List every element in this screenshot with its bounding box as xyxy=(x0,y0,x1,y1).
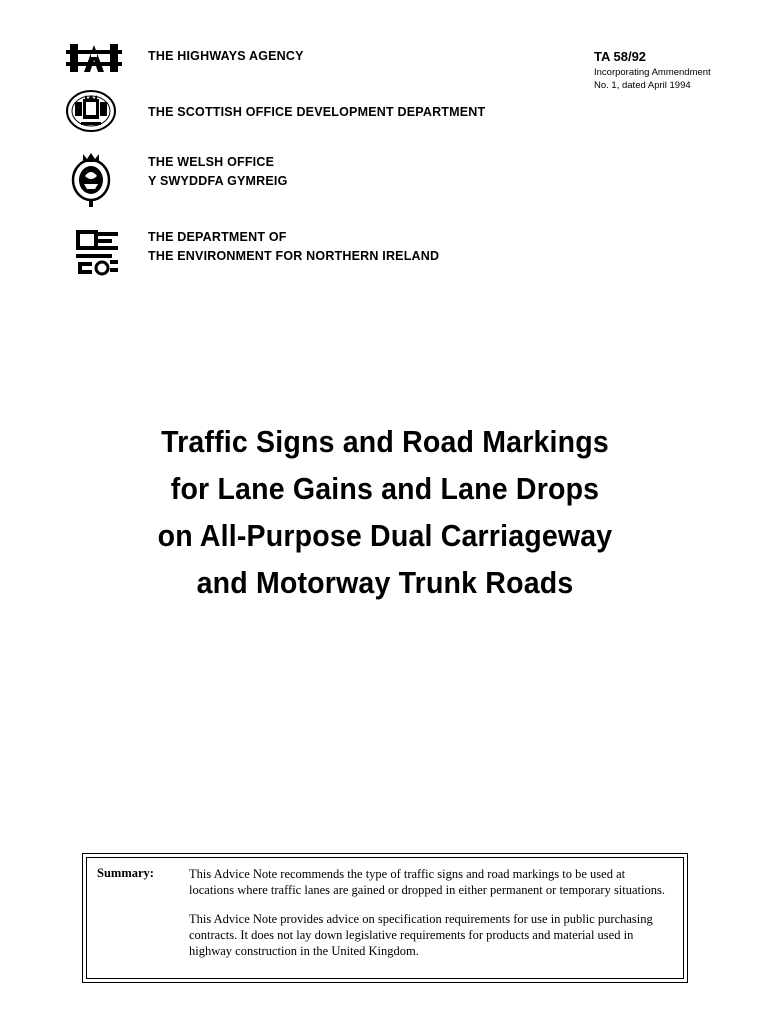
title-line: for Lane Gains and Lane Drops xyxy=(170,471,600,506)
document-title xyxy=(86,418,684,606)
agency-name-line: THE HIGHWAYS AGENCY xyxy=(148,49,304,63)
agency-doe-ni xyxy=(148,228,439,266)
agency-name-line: THE ENVIRONMENT FOR NORTHERN IRELAND xyxy=(148,249,440,263)
agency-scottish-office xyxy=(148,103,485,122)
title-line: on All-Purpose Dual Carriageway xyxy=(157,518,613,553)
summary-inner-border xyxy=(86,857,684,979)
amendment-note-line: No. 1, dated April 1994 xyxy=(594,80,691,91)
summary-paragraph: This Advice Note provides advice on specification requirements for use in public purchasing contracts. It does not lay down legislative requirements for products and material used in highway construction in the United Kingdom. xyxy=(189,912,653,958)
title-line: and Motorway Trunk Roads xyxy=(196,565,574,600)
agency-welsh-office xyxy=(148,153,288,191)
agency-name-line: THE WELSH OFFICE xyxy=(148,155,275,169)
amendment-note-line: Incorporating Ammendment xyxy=(594,67,711,78)
summary-box xyxy=(82,853,688,983)
title-line: Traffic Signs and Road Markings xyxy=(161,424,609,459)
summary-label: Summary: xyxy=(97,866,154,880)
summary-text xyxy=(189,866,669,972)
doe-ni-logo xyxy=(64,228,126,283)
highways-agency-logo xyxy=(64,42,126,79)
summary-paragraph: This Advice Note recommends the type of traffic signs and road markings to be used at locations where traffic lanes are gained or dropped in either permanent or temporary situations. xyxy=(189,867,665,897)
welsh-office-crest xyxy=(64,146,126,215)
document-reference xyxy=(594,48,711,92)
agency-name-line: Y SWYDDFA GYMREIG xyxy=(148,174,288,188)
reference-code: TA 58/92 xyxy=(594,49,647,64)
agency-name-line: THE DEPARTMENT OF xyxy=(148,230,287,244)
scottish-office-crest xyxy=(64,88,126,139)
agency-highways xyxy=(148,47,304,66)
agency-name-line: THE SCOTTISH OFFICE DEVELOPMENT DEPARTMENT xyxy=(148,105,486,119)
